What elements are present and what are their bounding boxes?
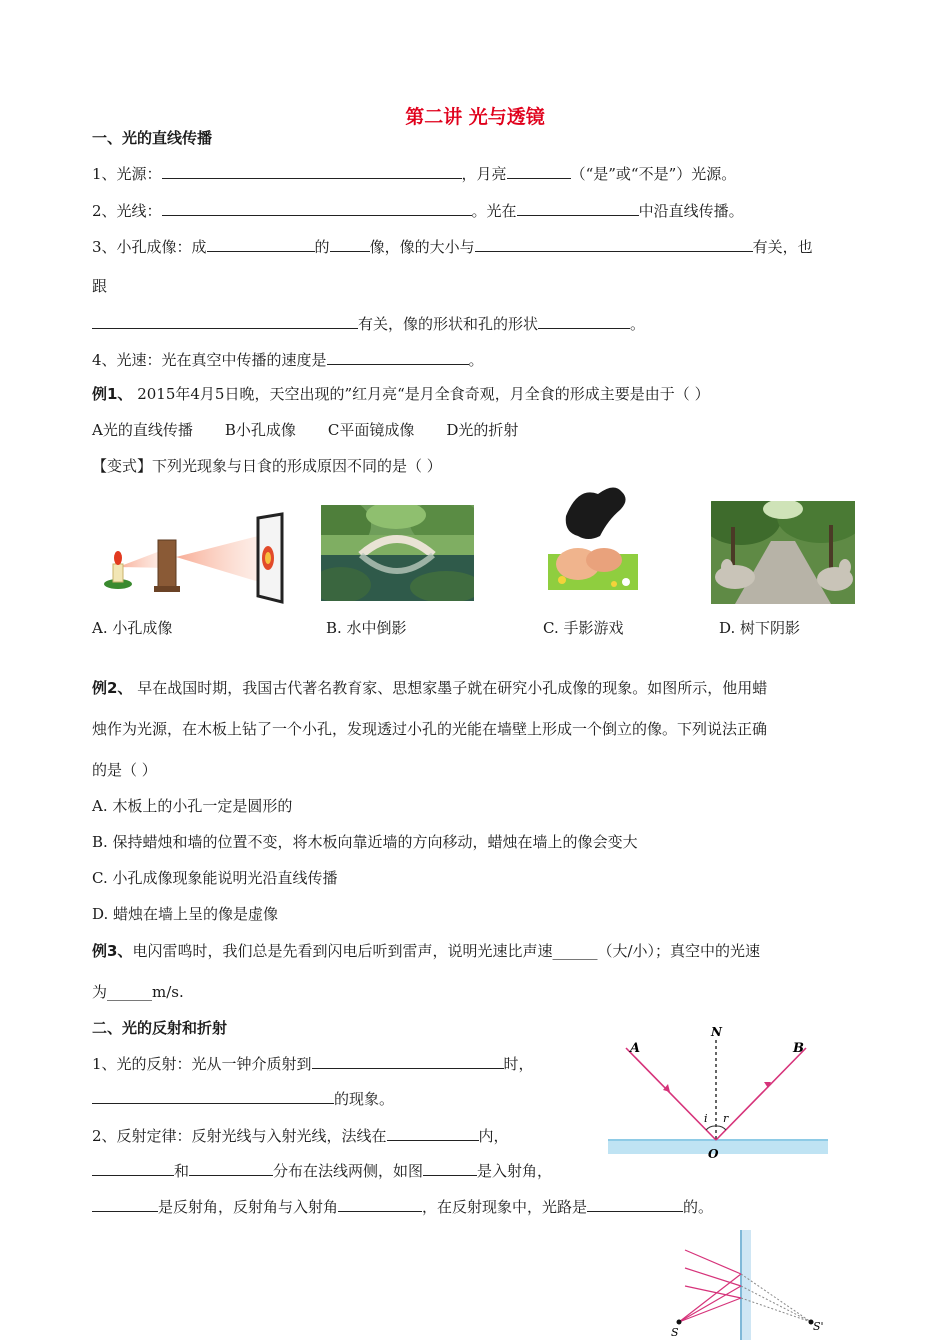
question-law-line3: 是反射角，反射角与入射角 ，在反射现象中，光路是 的。 (92, 1196, 713, 1217)
label-r: r (723, 1112, 729, 1125)
section-heading-1: 一、光的直线传播 (92, 129, 213, 147)
example-2-line3: 的是（ ） (92, 761, 157, 779)
question-light-ray: 2、光线： 。光在 中沿直线传播。 (92, 202, 744, 220)
question-light-speed: 4、光速：光在真空中传播的速度是 。 (92, 351, 484, 369)
blank[interactable] (587, 1196, 683, 1212)
option-d[interactable]: D光的折射 (446, 421, 519, 439)
question-pinhole-line3: 有关，像的形状和孔的形状 。 (92, 313, 645, 334)
label-a: A (630, 1041, 641, 1056)
blank[interactable] (538, 313, 630, 329)
question-pinhole-cont: 跟 (92, 277, 108, 295)
question-reflection: 1、光的反射：光从一钟介质射到 时， (92, 1055, 534, 1073)
caption-b[interactable]: B. 水中倒影 (326, 619, 407, 637)
caption-c[interactable]: C. 手影游戏 (543, 619, 624, 637)
question-law-line2: 和 分布在法线两侧，如图 是入射角， (92, 1160, 552, 1181)
blank[interactable] (507, 163, 571, 179)
reflected-ray (716, 1048, 806, 1140)
example-1-options (92, 420, 518, 440)
blank[interactable] (312, 1053, 504, 1069)
blank[interactable] (423, 1160, 477, 1176)
blank[interactable] (92, 1160, 174, 1176)
caption-d[interactable]: D. 树下阴影 (719, 619, 801, 637)
blank[interactable] (162, 200, 472, 216)
label-b: B (793, 1041, 804, 1056)
blank[interactable] (207, 236, 315, 252)
example-3-line2: 为______m/s. (92, 983, 184, 1001)
variant-question: 【变式】下列光现象与日食的形成原因不同的是（ ） (92, 457, 442, 475)
blank[interactable] (162, 163, 462, 179)
blank[interactable] (338, 1196, 422, 1212)
section-heading-2: 二、光的反射和折射 (92, 1019, 228, 1037)
option-b[interactable]: B小孔成像 (224, 421, 296, 439)
example-2-option-d[interactable]: D. 蜡烛在墙上呈的像是虚像 (92, 905, 279, 923)
example-2-line2: 烛作为光源，在木板上钻了一个小孔，发现透过小孔的光能在墙壁上形成一个倒立的像。下列说法正确 (92, 720, 768, 738)
question-reflection-cont: 的现象。 (92, 1088, 394, 1109)
blank[interactable] (330, 236, 370, 252)
example-2-option-a[interactable]: A. 木板上的小孔一定是圆形的 (92, 797, 293, 815)
caption-a[interactable]: A. 小孔成像 (92, 619, 173, 637)
tree-shadow-image (711, 501, 855, 604)
label-s: S (671, 1326, 679, 1339)
example-3-line1: 例3、电闪雷鸣时，我们总是先看到闪电后听到雷声，说明光速比声速______（大/小）；真空中的光速 (92, 942, 761, 960)
label-s-image: S' (813, 1320, 824, 1333)
blank[interactable] (92, 1088, 334, 1104)
option-a[interactable]: A光的直线传播 (92, 421, 193, 439)
blank[interactable] (92, 1196, 158, 1212)
label-o: O (708, 1147, 719, 1161)
label-i: i (704, 1112, 708, 1125)
blank[interactable] (475, 236, 753, 252)
option-c[interactable]: C平面镜成像 (327, 421, 415, 439)
example-2-option-b[interactable]: B. 保持蜡烛和墙的位置不变，将木板向靠近墙的方向移动，蜡烛在墙上的像会变大 (92, 833, 638, 851)
page-title: 第二讲 光与透镜 (405, 106, 545, 128)
blank[interactable] (387, 1125, 479, 1141)
example-2-option-c[interactable]: C. 小孔成像现象能说明光沿直线传播 (92, 869, 338, 887)
pinhole-image (96, 512, 286, 604)
question-pinhole: 3、小孔成像：成 的 像，像的大小与 有关，也 (92, 238, 813, 256)
incident-ray (626, 1048, 716, 1140)
question-law: 2、反射定律：反射光线与入射光线，法线在 内， (92, 1127, 509, 1145)
blank[interactable] (327, 349, 469, 365)
reflection-diagram (608, 1022, 828, 1162)
question-light-source: 1、光源： ，月亮 （“是”或“不是”）光源。 (92, 165, 737, 183)
blank[interactable] (517, 200, 639, 216)
example-2-line1: 例2、 早在战国时期，我国古代著名教育家、思想家墨子就在研究小孔成像的现象。如图所示，他用蜡 (92, 679, 768, 697)
water-reflection-image (321, 505, 474, 601)
label-n: N (711, 1025, 722, 1039)
mirror-diagram (665, 1230, 835, 1340)
example-1: 例1、 2015年4月5日晚，天空出现的”红月亮“是月全食奇观，月全食的形成主要是由于（ ） (92, 385, 710, 403)
blank[interactable] (189, 1160, 273, 1176)
hand-shadow-image (548, 476, 638, 590)
blank[interactable] (92, 313, 358, 329)
